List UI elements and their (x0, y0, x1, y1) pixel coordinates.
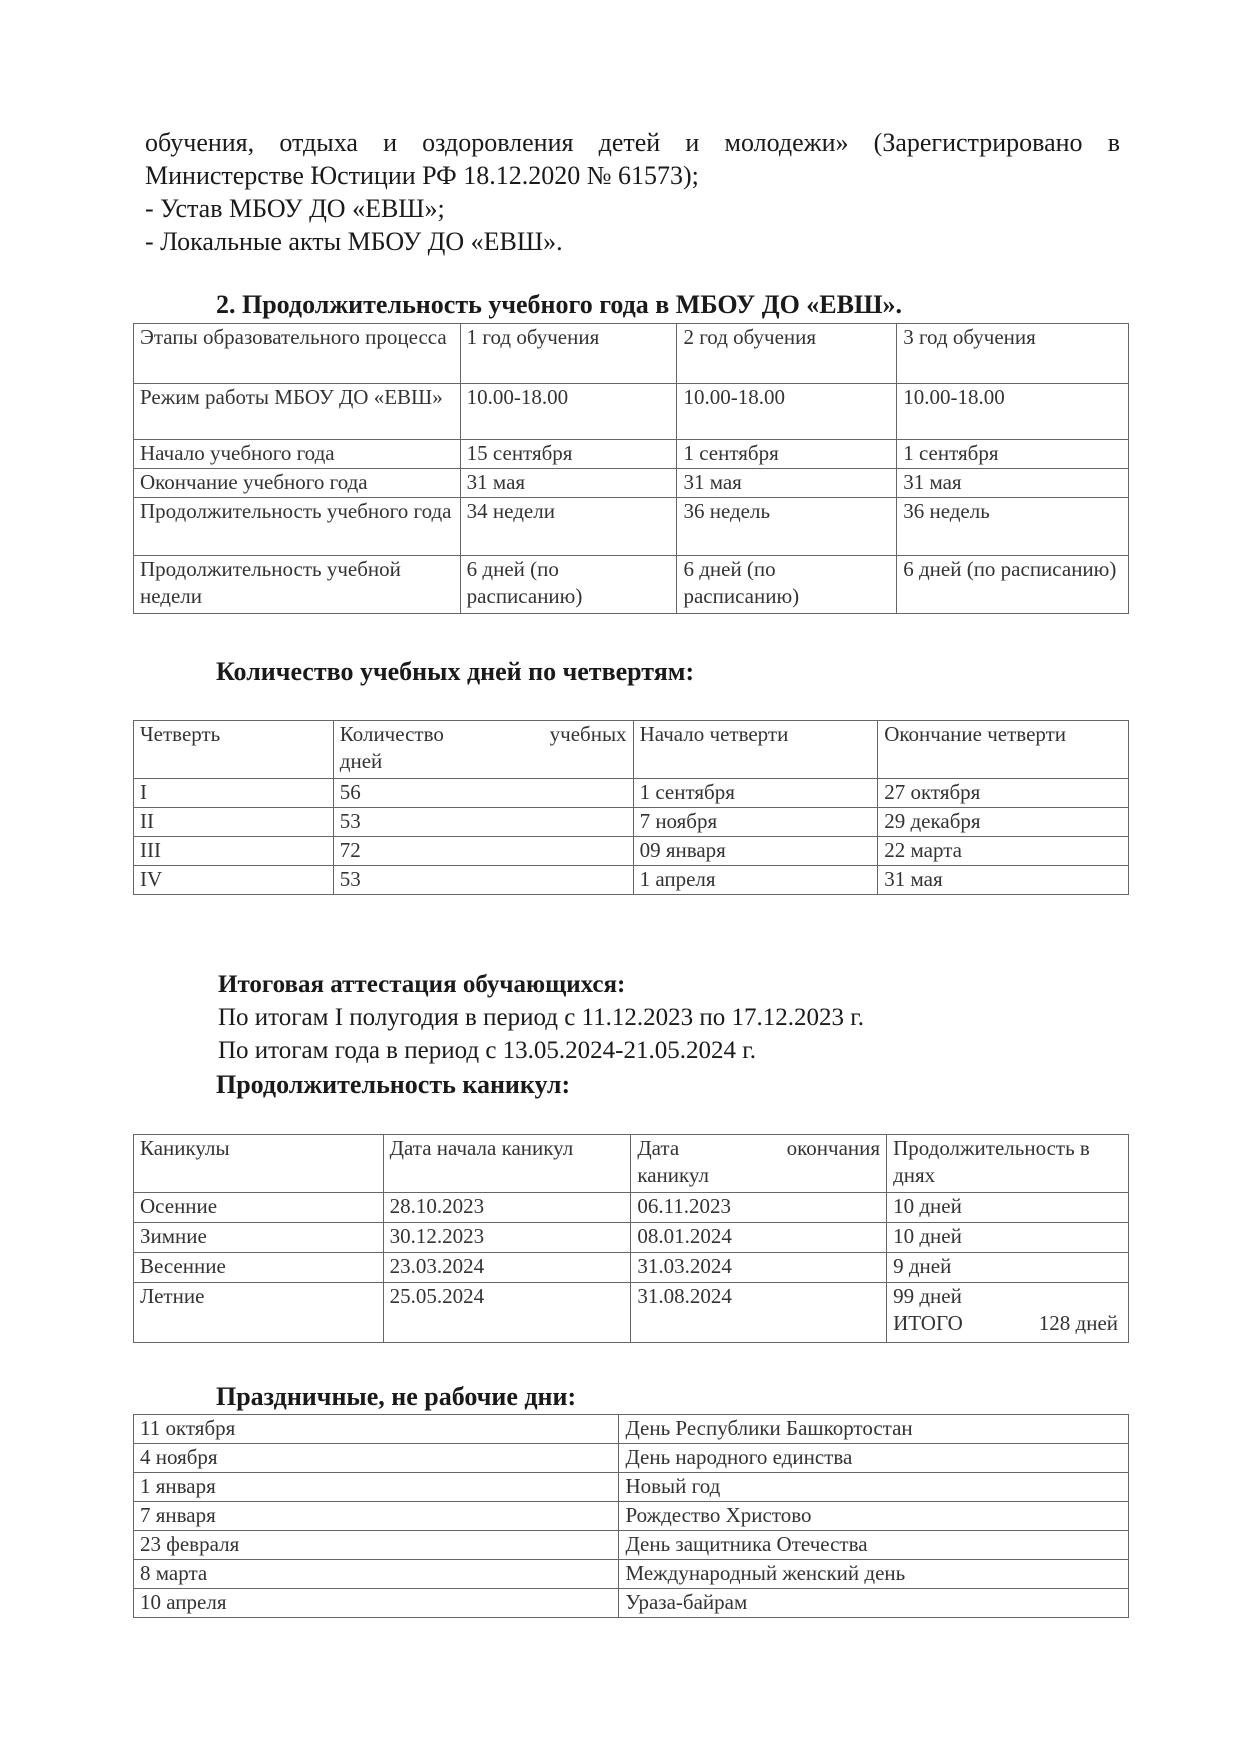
table-row (134, 1473, 1129, 1502)
section-title-holidays: Продолжительность каникул: (216, 1070, 571, 1099)
table-header-row (134, 721, 1129, 779)
table-header-cell: Дата начала каникул (383, 1135, 631, 1193)
table-row (134, 1531, 1129, 1560)
table-header-cell: Начало четверти (633, 721, 878, 779)
table-cell: День Республики Башкортостан (619, 1415, 1129, 1444)
table-cell: День народного единства (619, 1444, 1129, 1473)
table-header-cell: 3 год обучения (897, 324, 1129, 384)
table-cell: 27 октября (878, 779, 1129, 808)
header-justified-line (637, 1135, 880, 1162)
table-cell: 22 марта (878, 837, 1129, 866)
table-header-cell: Продолжительность в днях (887, 1135, 1129, 1193)
attestation-line: По итогам I полугодия в период с 11.12.2023 по 17.12.2023 г. (218, 1004, 864, 1031)
table-cell: 7 января (134, 1502, 619, 1531)
table-cell: IV (134, 866, 334, 895)
intro-line: - Устав МБОУ ДО «ЕВШ»; (145, 194, 445, 223)
table-row (134, 1502, 1129, 1531)
intro-line: - Локальные акты МБОУ ДО «ЕВШ». (145, 227, 563, 256)
table-row (134, 779, 1129, 808)
table-cell: 36 недель (677, 498, 897, 556)
header-justified-line (340, 721, 627, 748)
table-cell: 31 мая (878, 866, 1129, 895)
table-cell: 9 дней (887, 1253, 1129, 1283)
table-cell: Осенние (134, 1193, 384, 1223)
table-cell: 1 апреля (633, 866, 878, 895)
table-cell: Весенние (134, 1253, 384, 1283)
table-header-cell (333, 721, 633, 779)
table-cell: Международный женский день (619, 1560, 1129, 1589)
table-cell: 4 ноября (134, 1444, 619, 1473)
intro-line: обучения, отдыха и оздоровления детей и молодежи» (Зарегистрировано в (145, 128, 1120, 157)
table-cell: 6 дней (по расписанию) (460, 556, 677, 614)
table-row (134, 1253, 1129, 1283)
table-row (134, 1444, 1129, 1473)
total-line (893, 1310, 1122, 1337)
table-header-cell: Окончание четверти (878, 721, 1129, 779)
intro-line: Министерстве Юстиции РФ 18.12.2020 № 61573); (145, 161, 699, 190)
table-header-cell (631, 1135, 887, 1193)
table-cell: 08.01.2024 (631, 1223, 887, 1253)
table-cell: Летние (134, 1283, 384, 1343)
table-cell: 6 дней (по расписанию) (897, 556, 1129, 614)
table-cell (887, 1283, 1129, 1343)
table-cell: 29 декабря (878, 808, 1129, 837)
table-cell: 10 дней (887, 1223, 1129, 1253)
quarters-table (133, 720, 1129, 895)
duration-value: 99 дней (893, 1284, 962, 1308)
table-cell: II (134, 808, 334, 837)
table-cell: 56 (333, 779, 633, 808)
table-header-cell: Этапы образовательного процесса (134, 324, 461, 384)
dayoff-table (133, 1414, 1129, 1618)
table-header-row (134, 1135, 1129, 1193)
table-cell: Ураза-байрам (619, 1589, 1129, 1618)
table-cell: 31.03.2024 (631, 1253, 887, 1283)
table-cell: Рождество Христово (619, 1502, 1129, 1531)
table-cell: 31 мая (460, 469, 677, 498)
table-cell: Режим работы МБОУ ДО «ЕВШ» (134, 384, 461, 440)
attestation-block (218, 968, 1068, 1067)
table-cell: 11 октября (134, 1415, 619, 1444)
table-cell: 23 февраля (134, 1531, 619, 1560)
table-row (134, 1415, 1129, 1444)
table-cell: 7 ноября (633, 808, 878, 837)
table-cell: День защитника Отечества (619, 1531, 1129, 1560)
attestation-line: По итогам года в период с 13.05.2024-21.05.2024 г. (218, 1037, 756, 1064)
table-cell: I (134, 779, 334, 808)
header-word: Количество (339, 722, 444, 746)
table-cell: 36 недель (897, 498, 1129, 556)
table-cell: 31.08.2024 (631, 1283, 887, 1343)
section-title-year: 2. Продолжительность учебного года в МБОУ ДО «ЕВШ». (216, 290, 903, 319)
attestation-title: Итоговая аттестация обучающихся: (218, 971, 626, 998)
table-cell: 53 (333, 808, 633, 837)
table-row (134, 1283, 1129, 1343)
study-year-table (133, 323, 1129, 614)
section-title-dayoff: Праздничные, не рабочие дни: (216, 1382, 577, 1411)
table-cell: Окончание учебного года (134, 469, 461, 498)
table-row (134, 556, 1129, 614)
header-word: Дата (637, 1136, 680, 1160)
table-row (134, 837, 1129, 866)
intro-text (145, 126, 1120, 258)
table-cell: 28.10.2023 (383, 1193, 631, 1223)
table-row (134, 1223, 1129, 1253)
table-cell: III (134, 837, 334, 866)
table-row (134, 469, 1129, 498)
table-cell: Зимние (134, 1223, 384, 1253)
table-row (134, 866, 1129, 895)
table-row (134, 384, 1129, 440)
table-cell: 06.11.2023 (631, 1193, 887, 1223)
table-cell: 53 (333, 866, 633, 895)
table-cell: 1 сентября (677, 440, 897, 469)
total-value: 128 дней (1038, 1311, 1118, 1335)
table-cell: Продолжительность учебной недели (134, 556, 461, 614)
table-cell: 1 января (134, 1473, 619, 1502)
table-cell: 8 марта (134, 1560, 619, 1589)
table-cell: Продолжительность учебного года (134, 498, 461, 556)
table-cell: 34 недели (460, 498, 677, 556)
header-word: окончания (786, 1136, 881, 1160)
table-cell: Начало учебного года (134, 440, 461, 469)
table-row (134, 1589, 1129, 1618)
table-cell: 10 апреля (134, 1589, 619, 1618)
table-header-cell: Каникулы (134, 1135, 384, 1193)
table-header-cell: 1 год обучения (460, 324, 677, 384)
table-row (134, 440, 1129, 469)
table-row (134, 1193, 1129, 1223)
table-cell: 10.00-18.00 (460, 384, 677, 440)
table-cell: 23.03.2024 (383, 1253, 631, 1283)
table-row (134, 1560, 1129, 1589)
header-word: дней (339, 749, 383, 773)
table-cell: 10.00-18.00 (897, 384, 1129, 440)
table-cell: 10 дней (887, 1193, 1129, 1223)
table-cell: 30.12.2023 (383, 1223, 631, 1253)
total-label: ИТОГО (893, 1311, 963, 1335)
table-cell: 72 (333, 837, 633, 866)
table-cell: Новый год (619, 1473, 1129, 1502)
table-cell: 25.05.2024 (383, 1283, 631, 1343)
table-header-row (134, 324, 1129, 384)
table-row (134, 498, 1129, 556)
table-header-cell: Четверть (134, 721, 334, 779)
section-title-quarters: Количество учебных дней по четвертям: (216, 657, 695, 686)
table-cell: 09 января (633, 837, 878, 866)
header-word: учебных (549, 722, 627, 746)
table-header-cell: 2 год обучения (677, 324, 897, 384)
table-cell: 31 мая (897, 469, 1129, 498)
table-cell: 10.00-18.00 (677, 384, 897, 440)
table-cell: 6 дней (по расписанию) (677, 556, 897, 614)
holidays-table (133, 1134, 1129, 1343)
table-cell: 31 мая (677, 469, 897, 498)
header-word: каникул (637, 1163, 709, 1187)
table-cell: 1 сентября (633, 779, 878, 808)
table-cell: 15 сентября (460, 440, 677, 469)
table-row (134, 808, 1129, 837)
table-cell: 1 сентября (897, 440, 1129, 469)
